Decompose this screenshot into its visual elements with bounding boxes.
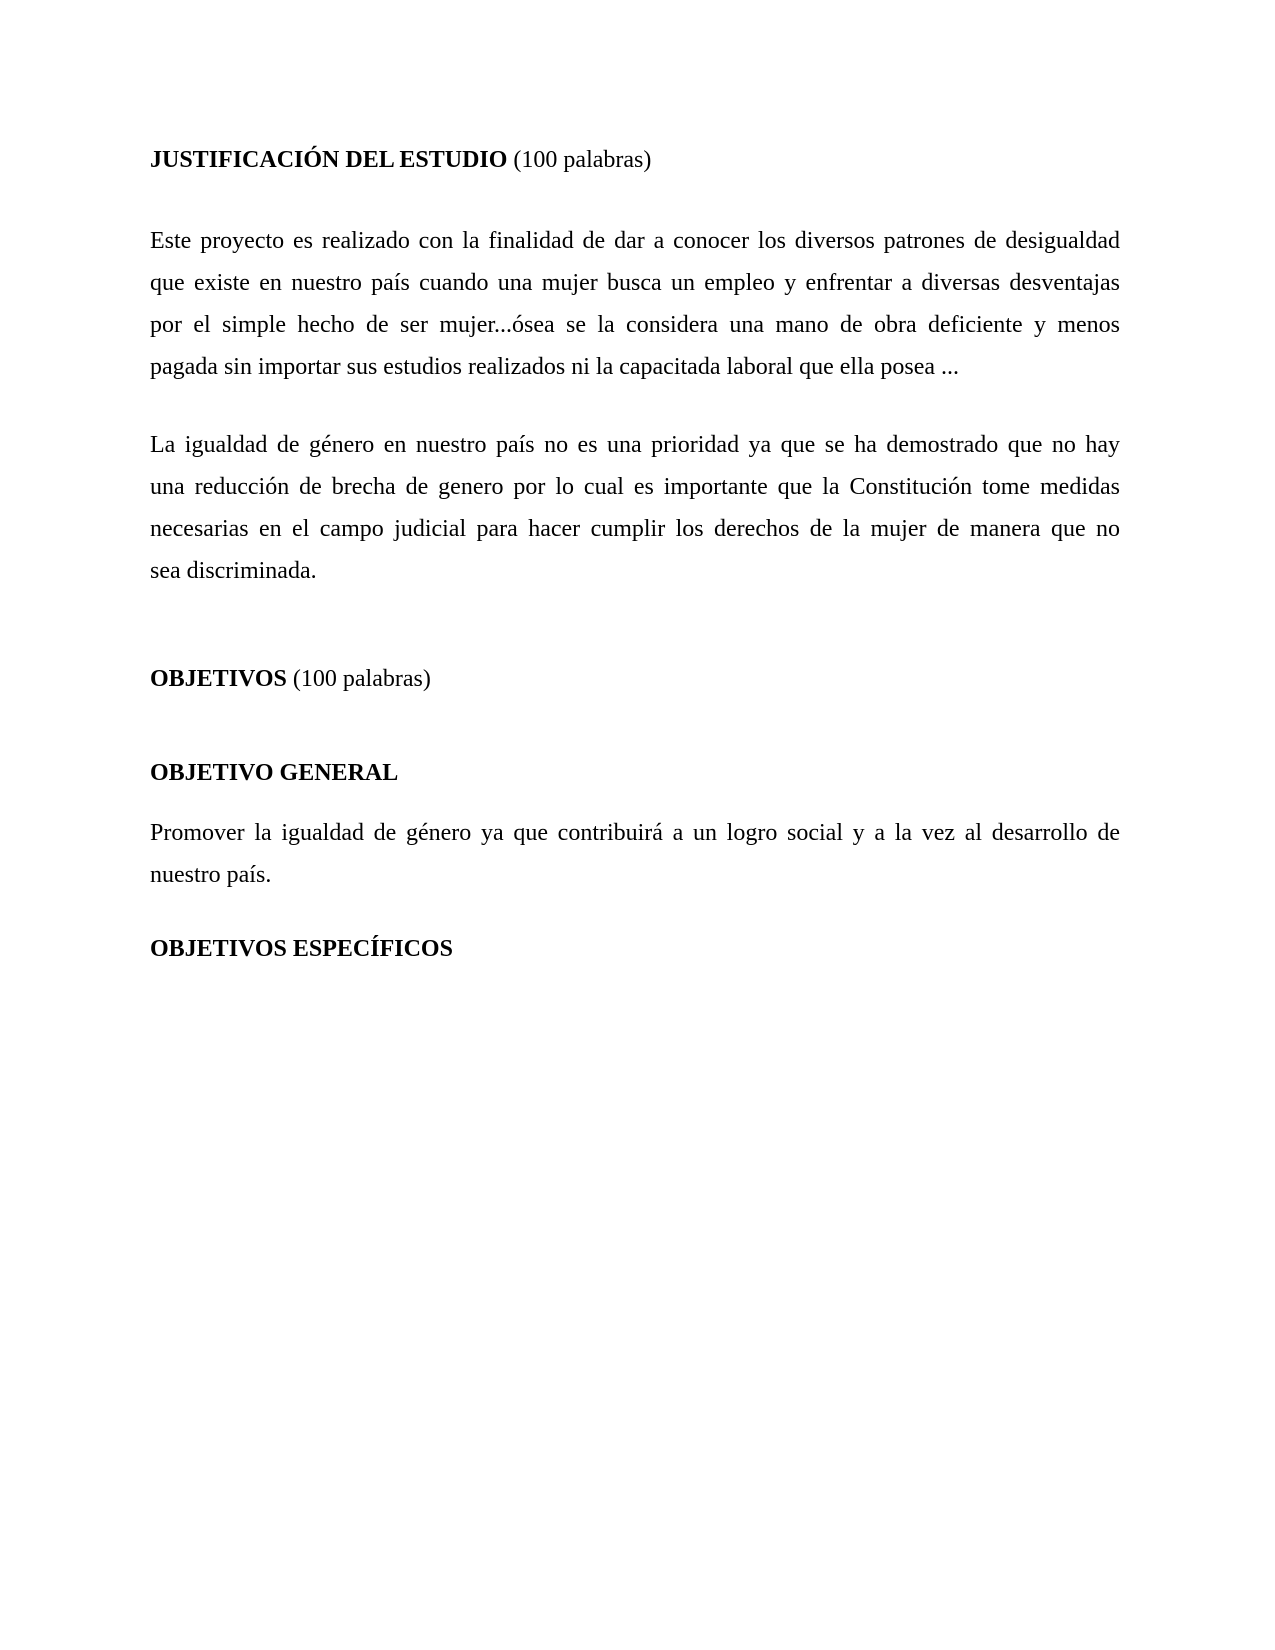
paragraph-line: Este proyecto es realizado con la finalidad de dar a conocer los diversos patrones de desigualdad (150, 228, 1120, 254)
objetivo-general-heading: OBJETIVO GENERAL (150, 760, 399, 786)
paragraph-line: que existe en nuestro país cuando una mujer busca un empleo y enfrentar a diversas desventajas (150, 270, 1120, 296)
paragraph-line: una reducción de brecha de genero por lo cual es importante que la Constitución tome medidas (150, 474, 1120, 500)
paragraph-line: pagada sin importar sus estudios realizados ni la capacitada laboral que ella posea ... (150, 354, 960, 380)
paragraph-line: sea discriminada. (150, 558, 317, 584)
objetivos-heading (150, 664, 431, 694)
paragraph-line: nuestro país. (150, 862, 272, 888)
objetivos-especificos-heading: OBJETIVOS ESPECÍFICOS (150, 936, 453, 962)
justificacion-paragraph-1 (150, 220, 1120, 388)
justificacion-note: (100 palabras) (513, 147, 652, 173)
objetivo-general-paragraph (150, 812, 1120, 896)
justificacion-paragraph-2 (150, 424, 1120, 592)
paragraph-line: por el simple hecho de ser mujer...ósea se la considera una mano de obra deficiente y menos (150, 312, 1120, 338)
paragraph-line: necesarias en el campo judicial para hacer cumplir los derechos de la mujer de manera que no (150, 516, 1120, 542)
paragraph-line: Promover la igualdad de género ya que contribuirá a un logro social y a la vez al desarrollo de (150, 820, 1120, 846)
justificacion-title: JUSTIFICACIÓN DEL ESTUDIO (150, 147, 508, 173)
objetivos-note: (100 palabras) (292, 666, 431, 692)
objetivos-title: OBJETIVOS (150, 666, 287, 692)
paragraph-line: La igualdad de género en nuestro país no es una prioridad ya que se ha demostrado que no hay (150, 432, 1120, 458)
justificacion-heading (150, 145, 651, 175)
